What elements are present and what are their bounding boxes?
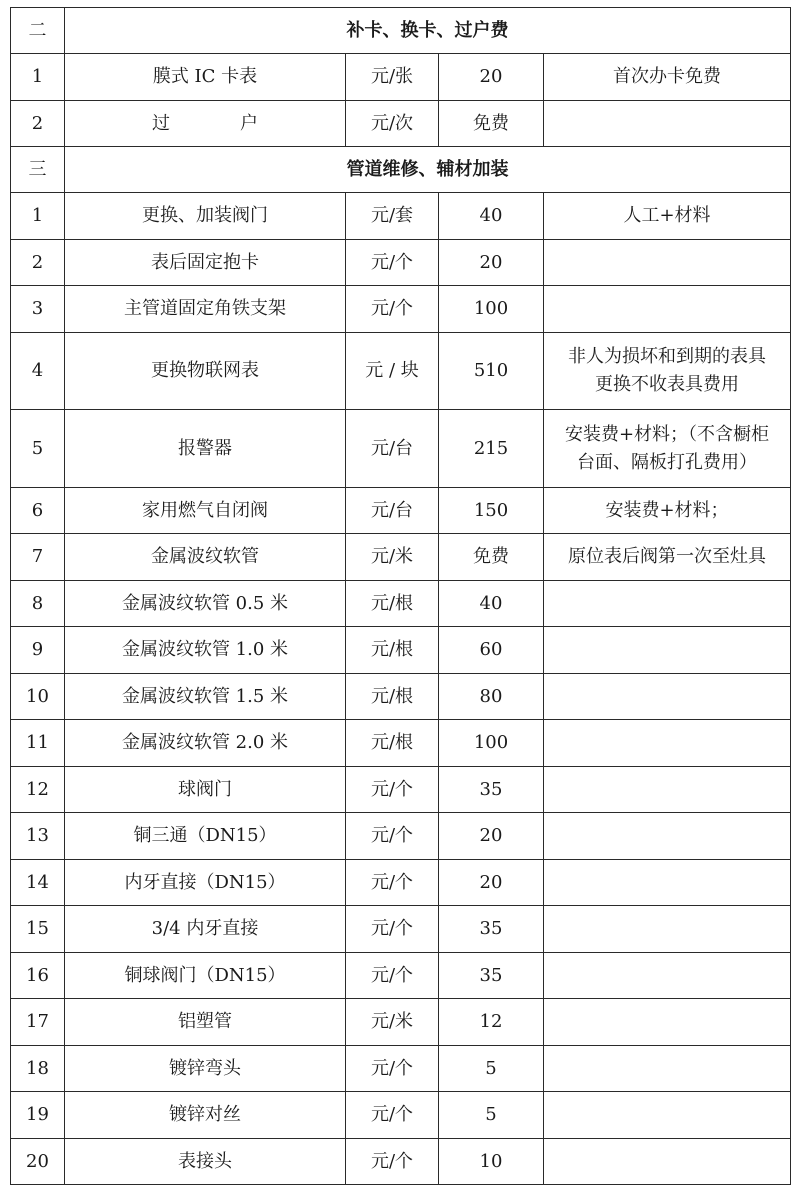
row-number: 1 bbox=[11, 54, 65, 101]
note bbox=[544, 101, 791, 147]
note bbox=[544, 813, 791, 860]
item-name: 表接头 bbox=[65, 1139, 346, 1185]
note bbox=[544, 953, 791, 999]
item-name: 金属波纹软管 1.5 米 bbox=[65, 674, 346, 720]
table-row bbox=[11, 54, 791, 101]
unit: 元/个 bbox=[346, 1139, 439, 1185]
unit: 元/根 bbox=[346, 581, 439, 627]
note bbox=[544, 581, 791, 627]
note bbox=[544, 1046, 791, 1092]
note bbox=[544, 999, 791, 1046]
price: 5 bbox=[439, 1046, 544, 1092]
unit: 元/张 bbox=[346, 54, 439, 101]
unit: 元/根 bbox=[346, 720, 439, 767]
row-number: 11 bbox=[11, 720, 65, 767]
table-row bbox=[11, 906, 791, 953]
section-title: 补卡、换卡、过户费 bbox=[65, 8, 791, 54]
unit: 元/个 bbox=[346, 240, 439, 286]
section-header-row bbox=[11, 8, 791, 54]
item-name: 膜式 IC 卡表 bbox=[65, 54, 346, 101]
unit: 元/个 bbox=[346, 286, 439, 333]
note bbox=[544, 1139, 791, 1185]
table-row bbox=[11, 953, 791, 999]
note bbox=[544, 767, 791, 813]
item-name: 金属波纹软管 0.5 米 bbox=[65, 581, 346, 627]
note bbox=[544, 860, 791, 906]
price: 12 bbox=[439, 999, 544, 1046]
item-name: 镀锌对丝 bbox=[65, 1092, 346, 1139]
unit: 元/个 bbox=[346, 953, 439, 999]
table-row bbox=[11, 860, 791, 906]
price: 20 bbox=[439, 54, 544, 101]
table-row bbox=[11, 410, 791, 488]
unit: 元/次 bbox=[346, 101, 439, 147]
price: 215 bbox=[439, 410, 544, 488]
item-name: 球阀门 bbox=[65, 767, 346, 813]
item-name: 更换物联网表 bbox=[65, 333, 346, 410]
row-number: 17 bbox=[11, 999, 65, 1046]
row-number: 7 bbox=[11, 534, 65, 581]
section-header-row bbox=[11, 147, 791, 193]
item-name: 家用燃气自闭阀 bbox=[65, 488, 346, 534]
price: 5 bbox=[439, 1092, 544, 1139]
price: 150 bbox=[439, 488, 544, 534]
price: 60 bbox=[439, 627, 544, 674]
price: 510 bbox=[439, 333, 544, 410]
fee-table bbox=[10, 7, 791, 1185]
row-number: 2 bbox=[11, 240, 65, 286]
fee-table-body bbox=[11, 8, 791, 1185]
price: 35 bbox=[439, 906, 544, 953]
table-row bbox=[11, 534, 791, 581]
unit: 元/根 bbox=[346, 627, 439, 674]
item-name: 报警器 bbox=[65, 410, 346, 488]
item-name bbox=[65, 101, 346, 147]
table-row bbox=[11, 627, 791, 674]
item-name: 金属波纹软管 1.0 米 bbox=[65, 627, 346, 674]
unit: 元/个 bbox=[346, 767, 439, 813]
row-number: 14 bbox=[11, 860, 65, 906]
row-number: 15 bbox=[11, 906, 65, 953]
unit: 元/个 bbox=[346, 860, 439, 906]
table-row bbox=[11, 767, 791, 813]
table-row bbox=[11, 240, 791, 286]
note: 人工+材料 bbox=[544, 193, 791, 240]
table-row bbox=[11, 286, 791, 333]
note bbox=[544, 286, 791, 333]
unit: 元/米 bbox=[346, 534, 439, 581]
item-name: 主管道固定角铁支架 bbox=[65, 286, 346, 333]
price: 10 bbox=[439, 1139, 544, 1185]
item-name: 内牙直接（DN15） bbox=[65, 860, 346, 906]
item-name: 铜球阀门（DN15） bbox=[65, 953, 346, 999]
price: 80 bbox=[439, 674, 544, 720]
table-row bbox=[11, 1046, 791, 1092]
unit: 元/个 bbox=[346, 906, 439, 953]
note: 安装费+材料； bbox=[544, 488, 791, 534]
note: 首次办卡免费 bbox=[544, 54, 791, 101]
note bbox=[544, 720, 791, 767]
item-name: 表后固定抱卡 bbox=[65, 240, 346, 286]
row-number: 16 bbox=[11, 953, 65, 999]
table-row bbox=[11, 581, 791, 627]
note bbox=[544, 627, 791, 674]
table-row bbox=[11, 193, 791, 240]
price: 免费 bbox=[439, 534, 544, 581]
item-name: 镀锌弯头 bbox=[65, 1046, 346, 1092]
row-number: 9 bbox=[11, 627, 65, 674]
unit: 元/台 bbox=[346, 410, 439, 488]
note bbox=[544, 906, 791, 953]
unit: 元/个 bbox=[346, 813, 439, 860]
unit: 元 / 块 bbox=[346, 333, 439, 410]
item-name: 金属波纹软管 bbox=[65, 534, 346, 581]
item-name: 3/4 内牙直接 bbox=[65, 906, 346, 953]
price: 20 bbox=[439, 240, 544, 286]
price: 40 bbox=[439, 581, 544, 627]
row-number: 4 bbox=[11, 333, 65, 410]
row-number: 8 bbox=[11, 581, 65, 627]
section-number: 三 bbox=[11, 147, 65, 193]
row-number: 5 bbox=[11, 410, 65, 488]
unit: 元/台 bbox=[346, 488, 439, 534]
item-name: 更换、加装阀门 bbox=[65, 193, 346, 240]
item-name: 金属波纹软管 2.0 米 bbox=[65, 720, 346, 767]
unit: 元/根 bbox=[346, 674, 439, 720]
price: 20 bbox=[439, 860, 544, 906]
note: 安装费+材料；（不含橱柜 台面、隔板打孔费用） bbox=[544, 410, 791, 488]
row-number: 10 bbox=[11, 674, 65, 720]
table-row bbox=[11, 813, 791, 860]
table-row bbox=[11, 674, 791, 720]
price: 40 bbox=[439, 193, 544, 240]
unit: 元/个 bbox=[346, 1046, 439, 1092]
item-name: 铜三通（DN15） bbox=[65, 813, 346, 860]
table-row bbox=[11, 1139, 791, 1185]
section-number: 二 bbox=[11, 8, 65, 54]
row-number: 18 bbox=[11, 1046, 65, 1092]
price: 免费 bbox=[439, 101, 544, 147]
unit: 元/套 bbox=[346, 193, 439, 240]
price: 100 bbox=[439, 286, 544, 333]
section-title: 管道维修、辅材加装 bbox=[65, 147, 791, 193]
note: 原位表后阀第一次至灶具 bbox=[544, 534, 791, 581]
row-number: 2 bbox=[11, 101, 65, 147]
item-name: 铝塑管 bbox=[65, 999, 346, 1046]
table-row bbox=[11, 999, 791, 1046]
row-number: 3 bbox=[11, 286, 65, 333]
row-number: 1 bbox=[11, 193, 65, 240]
unit: 元/米 bbox=[346, 999, 439, 1046]
note bbox=[544, 240, 791, 286]
price: 20 bbox=[439, 813, 544, 860]
row-number: 6 bbox=[11, 488, 65, 534]
table-row bbox=[11, 1092, 791, 1139]
price: 100 bbox=[439, 720, 544, 767]
price: 35 bbox=[439, 767, 544, 813]
item-name-text: 过 户 bbox=[152, 112, 258, 134]
note: 非人为损坏和到期的表具 更换不收表具费用 bbox=[544, 333, 791, 410]
row-number: 19 bbox=[11, 1092, 65, 1139]
table-row bbox=[11, 720, 791, 767]
row-number: 12 bbox=[11, 767, 65, 813]
price: 35 bbox=[439, 953, 544, 999]
table-row bbox=[11, 488, 791, 534]
table-row bbox=[11, 101, 791, 147]
row-number: 20 bbox=[11, 1139, 65, 1185]
unit: 元/个 bbox=[346, 1092, 439, 1139]
note bbox=[544, 1092, 791, 1139]
note bbox=[544, 674, 791, 720]
table-row bbox=[11, 333, 791, 410]
row-number: 13 bbox=[11, 813, 65, 860]
